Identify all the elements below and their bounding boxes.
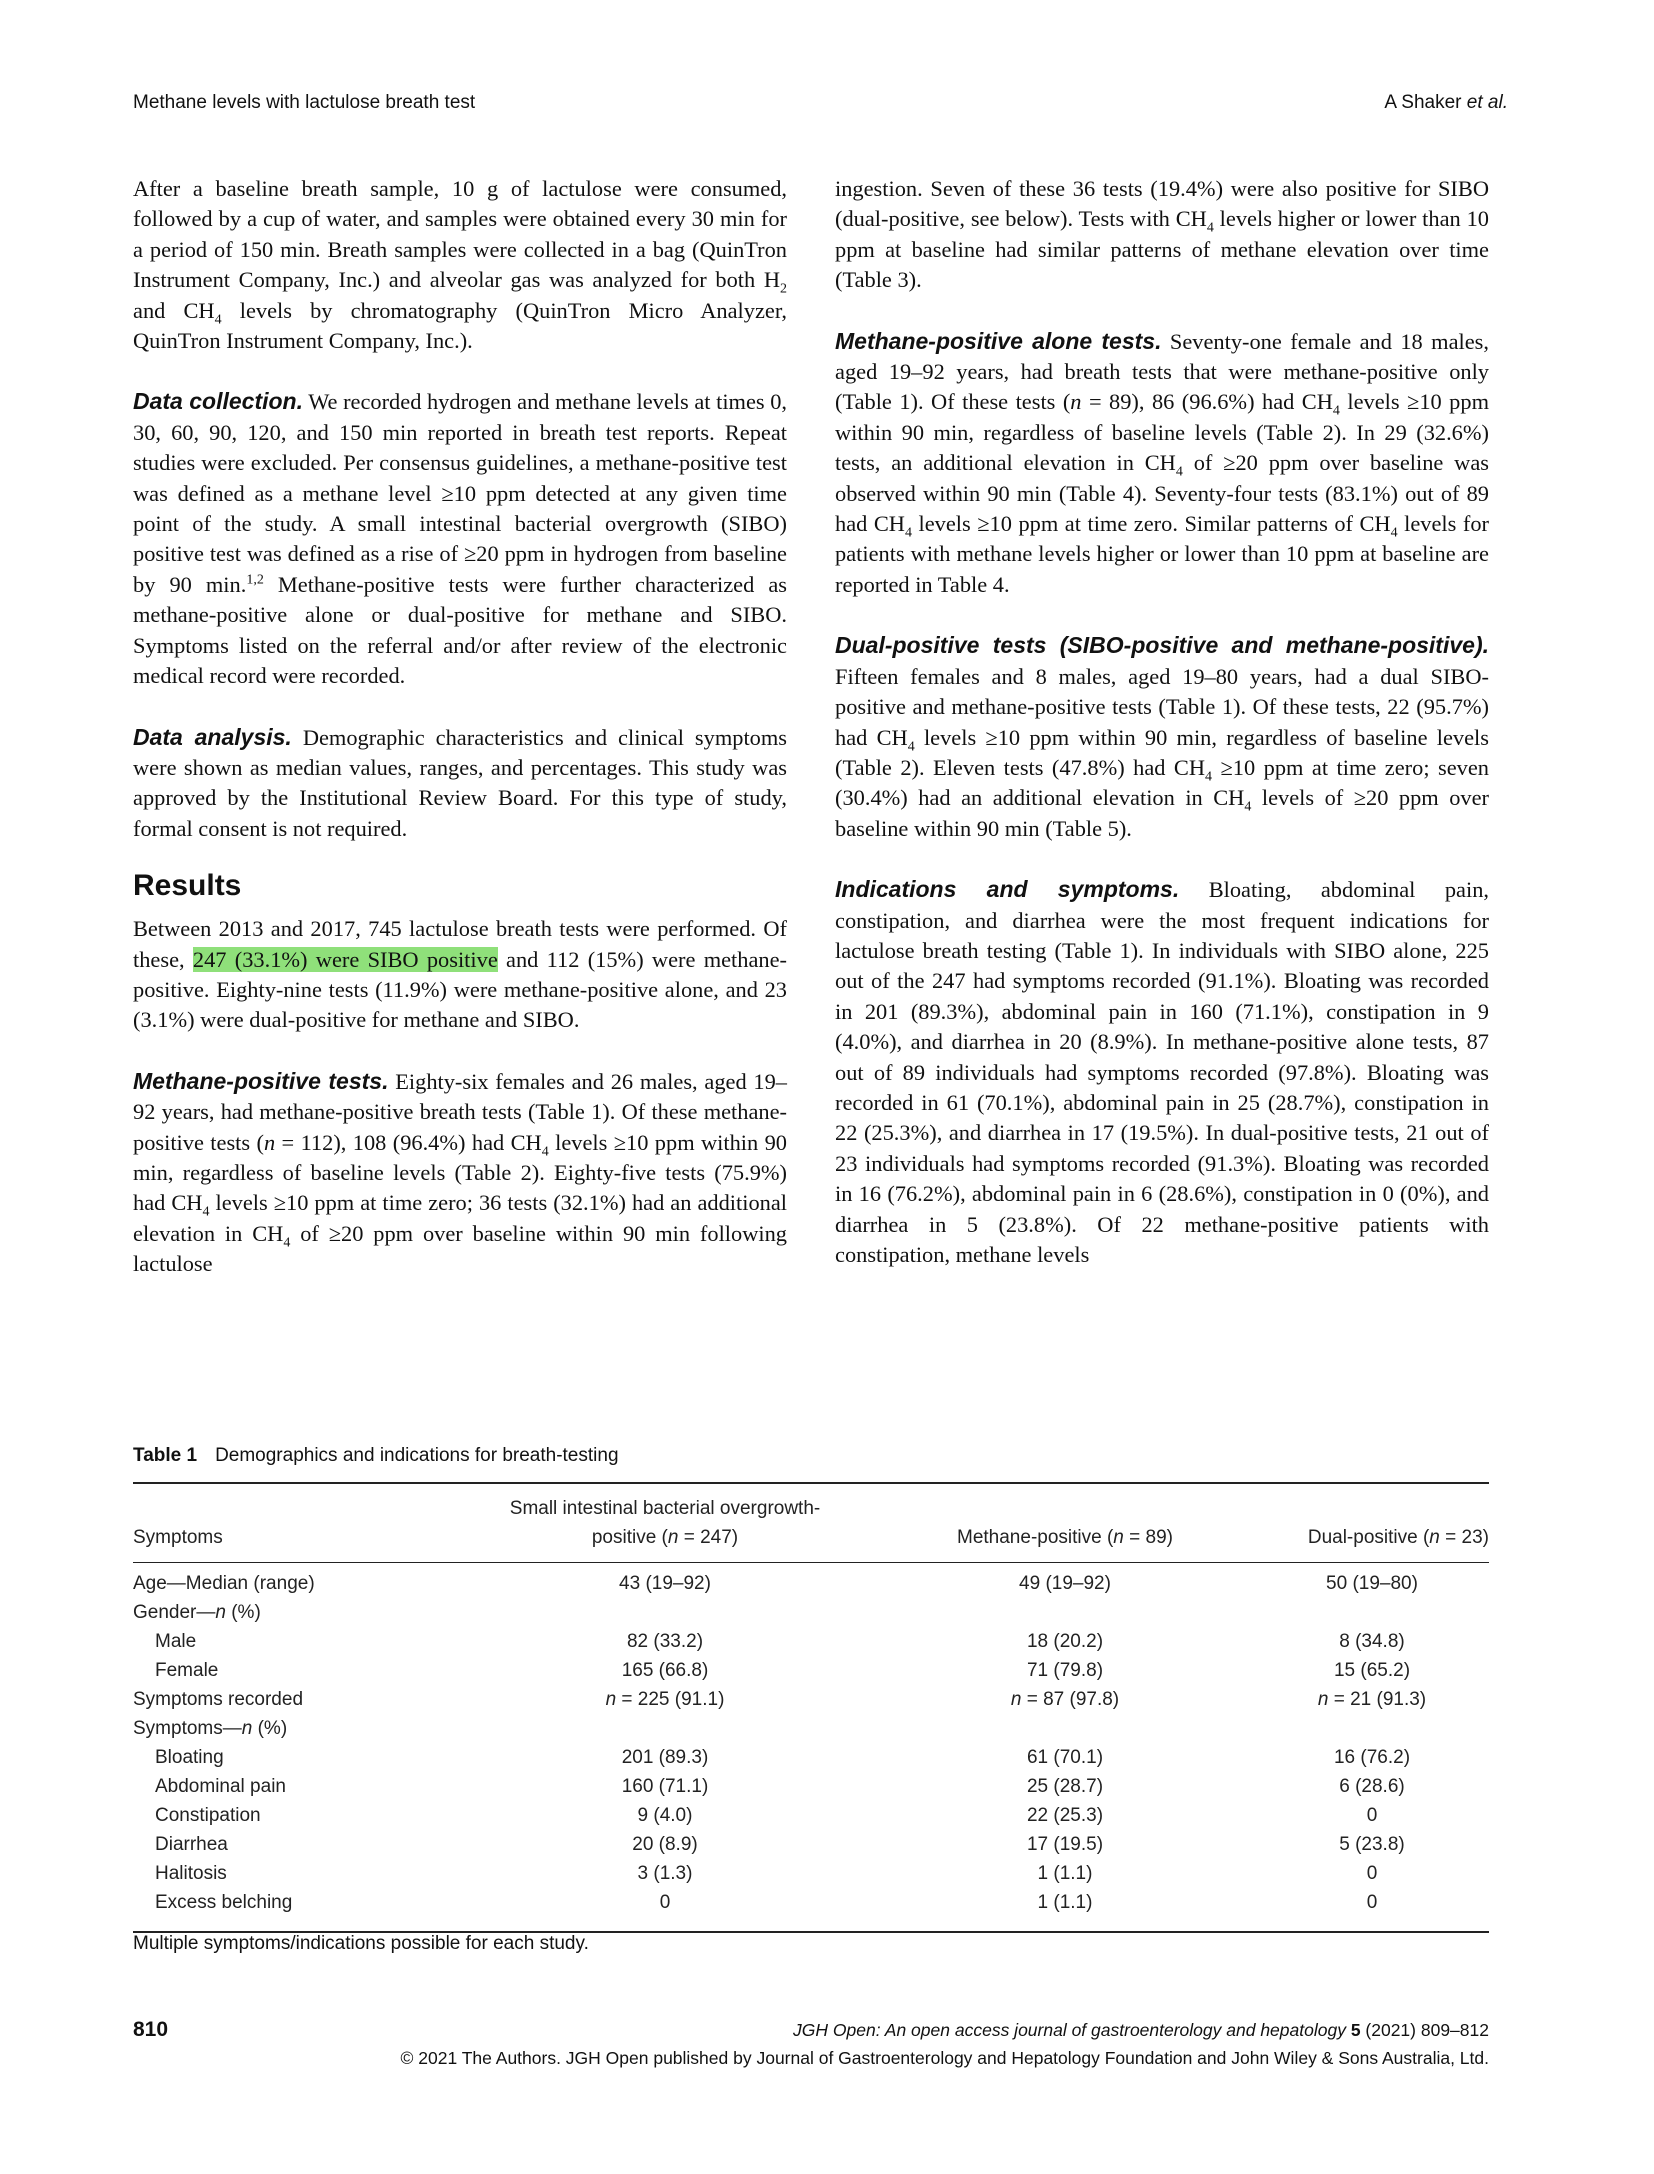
running-head-authors <box>1384 92 1508 114</box>
row-label: Halitosis <box>155 1863 227 1884</box>
table-row <box>133 1563 1489 1599</box>
cell-methane: 18 (20.2) <box>1026 1631 1104 1652</box>
row-label: Diarrhea <box>155 1834 228 1855</box>
results-paragraph: Between 2013 and 2017, 745 lactulose breath tests were performed. Of these, 247 (33.1%) were SIBO positive and 112 (15%) were methane-positive. Eighty-nine tests (11.9%) were methane-positive alone, and 23 (3.1%) were dual-positive for methane and SIBO. <box>133 916 788 1033</box>
data-analysis-heading: Data analysis. <box>133 723 292 750</box>
cell-dual: 0 <box>1366 1863 1378 1884</box>
row-label: Age—Median (range) <box>133 1573 315 1594</box>
dual-positive-heading: Dual-positive tests (SIBO-positive and methane-positive). <box>835 632 1489 659</box>
row-label: Gender—n (%) <box>133 1602 261 1623</box>
table-row <box>133 1772 1489 1801</box>
header-dual: Dual-positive (n = 23) <box>1307 1527 1489 1548</box>
row-label: Symptoms—n (%) <box>133 1718 288 1739</box>
table-row <box>133 1714 1489 1743</box>
cell-dual: 50 (19–80) <box>1326 1573 1418 1594</box>
table-header-row <box>133 1483 1489 1563</box>
row-label: Excess belching <box>155 1892 293 1913</box>
page-number: 810 <box>133 2018 169 2041</box>
data-analysis-paragraph: Data analysis. Demographic characteristics and clinical symptoms were shown as median values, ranges, and percentages. This study was approved by the Institutional Review Board. For this type of study, formal consent is not required. <box>133 723 788 841</box>
cell-dual: 8 (34.8) <box>1339 1631 1405 1652</box>
cell-sibo: 165 (66.8) <box>621 1660 709 1681</box>
cell-dual: 0 <box>1366 1805 1378 1826</box>
cell-dual: 6 (28.6) <box>1339 1776 1405 1797</box>
data-collection-paragraph: Data collection. We recorded hydrogen and methane levels at times 0, 30, 60, 90, 120, and 150 min reported in breath test reports. Repeat studies were excluded. Per consensus guidelines, a methane-positive test was defined as a methane level ≥10 ppm detected at any given time point of the study. A small intestinal bacterial overgrowth (SIBO) positive test was defined as a rise of ≥20 ppm in hydrogen from baseline by 90 min.$^{1,2}$ Methane-positive tests were further characterized as methane-positive alone or dual-positive for methane and SIBO. Symptoms listed on the referral and/or after review of the electronic medical record were recorded. <box>133 388 788 689</box>
cell-sibo: 20 (8.9) <box>632 1834 698 1855</box>
running-head-author: A Shaker <box>1384 92 1467 113</box>
table-row <box>133 1656 1489 1685</box>
cell-methane: 25 (28.7) <box>1026 1776 1104 1797</box>
cell-sibo: 160 (71.1) <box>621 1776 709 1797</box>
indications-paragraph: Indications and symptoms. Bloating, abdominal pain, constipation, and diarrhea were the most frequent indications for lactulose breath testing (Table 1). In individuals with SIBO alone, 225 out of the 247 had symptoms recorded (91.1%). Bloating was recorded in 201 (89.3%), abdominal pain in 160 (71.1%), constipation in 9 (4.0%), and diarrhea in 20 (8.9%). In methane-positive alone tests, 87 out of 89 individuals had symptoms recorded (97.8%). Bloating was recorded in 61 (70.1%), abdominal pain in 25 (28.7%), constipation in 22 (25.3%), and diarrhea in 17 (19.5%). In dual-positive tests, 21 out of 23 individuals had symptoms recorded (91.3%). Bloating was recorded in 16 (76.2%), abdominal pain in 6 (28.6%), constipation in 0 (0%), and diarrhea in 5 (23.8%). Of 22 methane-positive patients with constipation, methane levels <box>835 876 1489 1267</box>
table-row <box>133 1801 1489 1830</box>
row-label: Male <box>155 1631 197 1652</box>
methane-positive-heading: Methane-positive tests. <box>133 1067 389 1094</box>
running-head <box>133 92 1508 122</box>
table-row <box>133 1598 1489 1627</box>
methane-positive-paragraph: Methane-positive tests. Eighty-six females and 26 males, aged 19–92 years, had methane-positive breath tests (Table 1). Of these methane-positive tests (n = 112), 108 (96.4%) had $CH_4$ levels ≥10 ppm within 90 min, regardless of baseline levels (Table 2). Eighty-five tests (75.9%) had $CH_4$ levels ≥10 ppm at time zero; 36 tests (32.1%) had an additional elevation in $CH_4$ of ≥20 ppm over baseline within 90 min following lactulose <box>133 1067 788 1277</box>
cell-dual: n = 21 (91.3) <box>1317 1689 1427 1710</box>
header-methane: Methane-positive (n = 89) <box>957 1527 1173 1548</box>
cell-methane: 71 (79.8) <box>1026 1660 1104 1681</box>
table-footnote: Multiple symptoms/indications possible for each study. <box>133 1933 589 1954</box>
left-column <box>133 174 787 1280</box>
methane-alone-heading: Methane-positive alone tests. <box>835 327 1162 354</box>
cell-sibo: 43 (19–92) <box>619 1573 711 1594</box>
cell-methane: 22 (25.3) <box>1026 1805 1104 1826</box>
methane-alone-paragraph: Methane-positive alone tests. Seventy-one female and 18 males, aged 19–92 years, had breath tests that were methane-positive only (Table 1). Of these tests (n = 89), 86 (96.6%) had $CH_4$ levels ≥10 ppm within 90 min, regardless of baseline levels (Table 2). In 29 (32.6%) tests, an additional elevation in $CH_4$ of ≥20 ppm over baseline was observed within 90 min (Table 4). Seventy-four tests (83.1%) out of 89 had $CH_4$ levels ≥10 ppm at time zero. Similar patterns of $CH_4$ levels for patients with methane levels higher or lower than 10 ppm at baseline are reported in Table 4. <box>835 327 1489 597</box>
cell-methane <box>875 1598 1255 1627</box>
cell-methane: 49 (19–92) <box>1019 1573 1111 1594</box>
running-head-title: Methane levels with lactulose breath test <box>133 92 476 113</box>
row-label: Abdominal pain <box>155 1776 286 1797</box>
cell-methane: 17 (19.5) <box>1026 1834 1104 1855</box>
table-title: Demographics and indications for breath-testing <box>215 1445 619 1466</box>
demographics-table <box>133 1482 1489 1933</box>
table-row <box>133 1830 1489 1859</box>
cell-sibo: 9 (4.0) <box>637 1805 693 1826</box>
table-row <box>133 1888 1489 1932</box>
cell-sibo <box>455 1598 875 1627</box>
cell-methane <box>875 1714 1255 1743</box>
cell-sibo: 201 (89.3) <box>621 1747 709 1768</box>
row-label: Bloating <box>155 1747 224 1768</box>
cell-sibo: 3 (1.3) <box>637 1863 693 1884</box>
table-row <box>133 1743 1489 1772</box>
cell-dual: 16 (76.2) <box>1333 1747 1411 1768</box>
data-collection-heading: Data collection. <box>133 388 303 415</box>
row-label: Symptoms recorded <box>133 1689 304 1710</box>
cell-dual: 15 (65.2) <box>1333 1660 1411 1681</box>
cell-dual: 5 (23.8) <box>1339 1834 1405 1855</box>
row-label: Constipation <box>155 1805 261 1826</box>
cell-sibo: n = 225 (91.1) <box>605 1689 725 1710</box>
table-label: Table 1 <box>133 1445 198 1466</box>
cell-dual <box>1255 1598 1489 1627</box>
cell-dual <box>1255 1714 1489 1743</box>
table-row <box>133 1859 1489 1888</box>
table-row <box>133 1685 1489 1714</box>
dual-positive-paragraph: Dual-positive tests (SIBO-positive and methane-positive). Fifteen females and 8 males, aged 19–80 years, had a dual SIBO-positive and methane-positive tests (Table 1). Of these tests, 22 (95.7%) had $CH_4$ levels ≥10 ppm within 90 min, regardless of baseline levels (Table 2). Eleven tests (47.8%) had $CH_4 \ge 10$ ppm at time zero; seven (30.4%) had an additional elevation in $CH_4$ levels of ≥20 ppm over baseline within 90 min (Table 5). <box>835 632 1489 841</box>
results-heading: Results <box>133 869 242 903</box>
table-row <box>133 1627 1489 1656</box>
right-column <box>835 174 1489 1270</box>
cell-methane: 1 (1.1) <box>1037 1863 1093 1884</box>
cell-sibo <box>455 1714 875 1743</box>
cell-methane: n = 87 (97.8) <box>1010 1689 1120 1710</box>
cell-methane: 1 (1.1) <box>1037 1892 1093 1913</box>
cell-dual: 0 <box>1366 1892 1378 1913</box>
copyright: © 2021 The Authors. JGH Open published by Journal of Gastroenterology and Hepatology Foundation and John Wiley & Sons Australia, Ltd. <box>400 2048 1489 2068</box>
indications-heading: Indications and symptoms. <box>835 876 1180 903</box>
continued-paragraph: ingestion. Seven of these 36 tests (19.4%) were also positive for SIBO (dual-positive, see below). Tests with $CH_4$ levels higher or lower than 10 ppm at baseline had similar patterns of methane elevation over time (Table 3). <box>835 176 1489 293</box>
highlighted-text: 247 (33.1%) were SIBO positive <box>192 946 498 972</box>
cell-methane: 61 (70.1) <box>1026 1747 1104 1768</box>
header-symptoms: Symptoms <box>133 1527 223 1548</box>
row-label: Female <box>155 1660 219 1681</box>
table-caption <box>133 1445 619 1467</box>
method-paragraph: After a baseline breath sample, 10 g of lactulose were consumed, followed by a cup of water, and samples were obtained every 30 min for a period of 150 min. Breath samples were collected in a bag (QuinTron Instrument Company, Inc.) and alveolar gas was analyzed for both $H_2$ and $CH_4$ levels by chromatography (QuinTron Micro Analyzer, QuinTron Instrument Company, Inc.). <box>133 176 787 354</box>
journal-citation: JGH Open: An open access journal of gastroenterology and hepatology 5 (2021) 809–812 <box>793 2020 1489 2040</box>
cell-sibo: 0 <box>659 1892 671 1913</box>
running-head-etal: et al. <box>1466 92 1508 113</box>
cell-sibo: 82 (33.2) <box>626 1631 704 1652</box>
header-sibo: Small intestinal bacterial overgrowth- positive (n = 247) <box>509 1498 821 1548</box>
